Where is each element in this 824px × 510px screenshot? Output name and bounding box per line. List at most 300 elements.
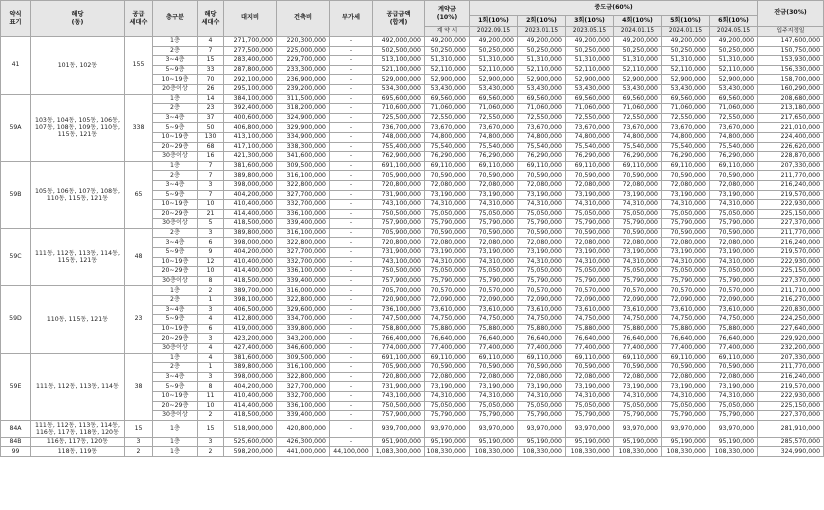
inst3-cell: 74,800,000 bbox=[566, 132, 614, 142]
inst3-cell: 74,310,000 bbox=[566, 200, 614, 210]
floor-cell: 20~29층 bbox=[153, 267, 198, 277]
dong-cell: 111동, 112동, 113동, 114동, 115동, 121동 bbox=[31, 228, 125, 286]
total-cell: 492,000,000 bbox=[373, 37, 425, 47]
units-cell: 7 bbox=[198, 171, 224, 181]
inst1-cell: 75,540,000 bbox=[470, 142, 518, 152]
contract-cell: 75,050,000 bbox=[425, 401, 470, 411]
inst6-cell: 72,080,000 bbox=[710, 238, 758, 248]
building-cell: 239,200,000 bbox=[277, 84, 330, 94]
inst5-cell: 75,880,000 bbox=[662, 324, 710, 334]
dong-cell: 111동, 112동, 113동, 114동, 116동, 117동, 118동, 120동 bbox=[31, 420, 125, 437]
land-cell: 423,200,000 bbox=[224, 334, 277, 344]
vat-cell: - bbox=[330, 123, 373, 133]
inst1-cell: 73,670,000 bbox=[470, 123, 518, 133]
contract-cell: 72,550,000 bbox=[425, 113, 470, 123]
floor-cell: 30층이상 bbox=[153, 276, 198, 286]
total-cell: 691,100,000 bbox=[373, 353, 425, 363]
inst3-cell: 75,790,000 bbox=[566, 411, 614, 421]
floor-cell: 5~9층 bbox=[153, 65, 198, 75]
inst4-cell: 53,430,000 bbox=[614, 84, 662, 94]
building-cell: 339,800,000 bbox=[277, 324, 330, 334]
floor-cell: 1층 bbox=[153, 447, 198, 457]
type-cell: 59A bbox=[1, 94, 31, 161]
floor-cell: 10~19층 bbox=[153, 200, 198, 210]
total-cell: 731,900,000 bbox=[373, 248, 425, 258]
vat-cell: 44,100,000 bbox=[330, 447, 373, 457]
land-cell: 598,200,000 bbox=[224, 447, 277, 457]
vat-cell: - bbox=[330, 94, 373, 104]
total-cell: 513,100,000 bbox=[373, 56, 425, 66]
vat-cell: - bbox=[330, 37, 373, 47]
building-cell: 336,100,000 bbox=[277, 401, 330, 411]
floor-cell: 30층이상 bbox=[153, 219, 198, 229]
inst6-cell: 74,800,000 bbox=[710, 132, 758, 142]
inst2-cell: 74,310,000 bbox=[518, 391, 566, 401]
inst2-cell: 73,190,000 bbox=[518, 248, 566, 258]
vat-cell: - bbox=[330, 132, 373, 142]
total-cell: 710,600,000 bbox=[373, 104, 425, 114]
inst5-cell: 93,970,000 bbox=[662, 420, 710, 437]
table-row bbox=[1, 94, 824, 104]
vat-cell: - bbox=[330, 305, 373, 315]
total-cell: 736,100,000 bbox=[373, 305, 425, 315]
contract-cell: 71,060,000 bbox=[425, 104, 470, 114]
contract-cell: 73,190,000 bbox=[425, 248, 470, 258]
inst3-cell: 75,790,000 bbox=[566, 219, 614, 229]
inst6-cell: 73,190,000 bbox=[710, 248, 758, 258]
units-cell: 1 bbox=[198, 363, 224, 373]
inst1-cell: 74,310,000 bbox=[470, 200, 518, 210]
contract-cell: 70,590,000 bbox=[425, 228, 470, 238]
inst6-cell: 71,060,000 bbox=[710, 104, 758, 114]
inst6-cell: 75,790,000 bbox=[710, 219, 758, 229]
inst1-cell: 69,110,000 bbox=[470, 353, 518, 363]
inst2-cell: 72,550,000 bbox=[518, 113, 566, 123]
inst2-cell: 74,310,000 bbox=[518, 257, 566, 267]
balance-cell: 207,330,000 bbox=[758, 353, 824, 363]
land-cell: 398,000,000 bbox=[224, 238, 277, 248]
units-cell: 3 bbox=[198, 228, 224, 238]
inst5-cell: 69,560,000 bbox=[662, 94, 710, 104]
inst3-cell: 74,310,000 bbox=[566, 257, 614, 267]
building-cell: 336,100,000 bbox=[277, 267, 330, 277]
units-cell: 4 bbox=[198, 344, 224, 354]
floor-cell: 2층 bbox=[153, 228, 198, 238]
vat-cell: - bbox=[330, 324, 373, 334]
inst6-cell: 72,080,000 bbox=[710, 180, 758, 190]
building-cell: 336,100,000 bbox=[277, 209, 330, 219]
units-cell: 68 bbox=[198, 142, 224, 152]
balance-cell: 224,250,000 bbox=[758, 315, 824, 325]
inst1-cell: 72,080,000 bbox=[470, 180, 518, 190]
contract-cell: 49,200,000 bbox=[425, 37, 470, 47]
total-cell: 720,900,000 bbox=[373, 296, 425, 306]
inst3-cell: 69,560,000 bbox=[566, 94, 614, 104]
inst4-cell: 52,110,000 bbox=[614, 65, 662, 75]
balance-cell: 216,240,000 bbox=[758, 372, 824, 382]
units-cell: 5 bbox=[198, 219, 224, 229]
inst4-cell: 95,190,000 bbox=[614, 437, 662, 447]
total-cell: 695,600,000 bbox=[373, 94, 425, 104]
floor-cell: 3~4층 bbox=[153, 113, 198, 123]
inst2-cell: 69,110,000 bbox=[518, 161, 566, 171]
inst3-cell: 75,880,000 bbox=[566, 324, 614, 334]
inst1-cell: 73,190,000 bbox=[470, 248, 518, 258]
total-cell: 521,100,000 bbox=[373, 65, 425, 75]
inst1-cell: 93,970,000 bbox=[470, 420, 518, 437]
inst1-cell: 72,550,000 bbox=[470, 113, 518, 123]
inst5-cell: 75,050,000 bbox=[662, 401, 710, 411]
inst1-cell: 73,190,000 bbox=[470, 190, 518, 200]
land-cell: 400,600,000 bbox=[224, 113, 277, 123]
land-cell: 518,900,000 bbox=[224, 420, 277, 437]
header-installment-date-1: 2022.09.15 bbox=[470, 27, 518, 37]
balance-cell: 225,150,000 bbox=[758, 267, 824, 277]
inst2-cell: 75,790,000 bbox=[518, 219, 566, 229]
contract-cell: 77,400,000 bbox=[425, 344, 470, 354]
inst5-cell: 75,790,000 bbox=[662, 411, 710, 421]
inst4-cell: 75,880,000 bbox=[614, 324, 662, 334]
contract-cell: 52,110,000 bbox=[425, 65, 470, 75]
land-cell: 389,800,000 bbox=[224, 363, 277, 373]
vat-cell: - bbox=[330, 142, 373, 152]
units-cell: 37 bbox=[198, 113, 224, 123]
type-cell: 59C bbox=[1, 228, 31, 286]
total-cell: 939,700,000 bbox=[373, 420, 425, 437]
building-cell: 332,700,000 bbox=[277, 257, 330, 267]
inst3-cell: 69,110,000 bbox=[566, 353, 614, 363]
table-row bbox=[1, 437, 824, 447]
total-cell: 748,000,000 bbox=[373, 132, 425, 142]
header-installment-date-4: 2024.01.15 bbox=[614, 27, 662, 37]
inst2-cell: 50,250,000 bbox=[518, 46, 566, 56]
balance-cell: 150,750,000 bbox=[758, 46, 824, 56]
floor-cell: 5~9층 bbox=[153, 315, 198, 325]
inst4-cell: 75,050,000 bbox=[614, 401, 662, 411]
floor-cell: 1층 bbox=[153, 161, 198, 171]
inst4-cell: 75,790,000 bbox=[614, 411, 662, 421]
inst3-cell: 75,790,000 bbox=[566, 276, 614, 286]
vat-cell: - bbox=[330, 257, 373, 267]
balance-cell: 219,570,000 bbox=[758, 382, 824, 392]
inst5-cell: 72,080,000 bbox=[662, 372, 710, 382]
units-cell: 8 bbox=[198, 382, 224, 392]
inst3-cell: 49,200,000 bbox=[566, 37, 614, 47]
units-cell: 3 bbox=[198, 334, 224, 344]
floor-cell: 5~9층 bbox=[153, 248, 198, 258]
vat-cell: - bbox=[330, 209, 373, 219]
inst5-cell: 51,310,000 bbox=[662, 56, 710, 66]
vat-cell: - bbox=[330, 391, 373, 401]
header-total: 공급금액 (합계) bbox=[373, 1, 425, 37]
inst5-cell: 73,190,000 bbox=[662, 248, 710, 258]
inst6-cell: 70,590,000 bbox=[710, 363, 758, 373]
balance-cell: 232,200,000 bbox=[758, 344, 824, 354]
units-cell: 11 bbox=[198, 391, 224, 401]
inst5-cell: 52,900,000 bbox=[662, 75, 710, 85]
units-cell: 6 bbox=[198, 238, 224, 248]
inst5-cell: 74,750,000 bbox=[662, 315, 710, 325]
land-cell: 389,700,000 bbox=[224, 286, 277, 296]
inst3-cell: 71,060,000 bbox=[566, 104, 614, 114]
vat-cell: - bbox=[330, 65, 373, 75]
inst4-cell: 71,060,000 bbox=[614, 104, 662, 114]
inst2-cell: 75,540,000 bbox=[518, 142, 566, 152]
units-cell: 21 bbox=[198, 209, 224, 219]
inst6-cell: 75,050,000 bbox=[710, 267, 758, 277]
balance-cell: 228,870,000 bbox=[758, 152, 824, 162]
floor-cell: 3~4층 bbox=[153, 305, 198, 315]
total-cell: 743,100,000 bbox=[373, 200, 425, 210]
floor-cell: 1층 bbox=[153, 37, 198, 47]
vat-cell: - bbox=[330, 334, 373, 344]
building-cell: 441,000,000 bbox=[277, 447, 330, 457]
inst6-cell: 69,560,000 bbox=[710, 94, 758, 104]
inst1-cell: 73,190,000 bbox=[470, 382, 518, 392]
inst4-cell: 69,110,000 bbox=[614, 161, 662, 171]
inst4-cell: 75,790,000 bbox=[614, 219, 662, 229]
inst1-cell: 70,590,000 bbox=[470, 228, 518, 238]
inst1-cell: 95,190,000 bbox=[470, 437, 518, 447]
inst2-cell: 69,110,000 bbox=[518, 353, 566, 363]
inst3-cell: 73,190,000 bbox=[566, 248, 614, 258]
balance-cell: 285,570,000 bbox=[758, 437, 824, 447]
inst5-cell: 52,110,000 bbox=[662, 65, 710, 75]
vat-cell: - bbox=[330, 248, 373, 258]
vat-cell: - bbox=[330, 363, 373, 373]
inst6-cell: 51,310,000 bbox=[710, 56, 758, 66]
balance-cell: 216,240,000 bbox=[758, 180, 824, 190]
inst5-cell: 75,050,000 bbox=[662, 267, 710, 277]
inst3-cell: 73,190,000 bbox=[566, 190, 614, 200]
units-cell: 3 bbox=[198, 305, 224, 315]
inst2-cell: 72,080,000 bbox=[518, 180, 566, 190]
units-cell: 10 bbox=[198, 267, 224, 277]
land-cell: 525,600,000 bbox=[224, 437, 277, 447]
units-cell: 6 bbox=[198, 324, 224, 334]
balance-cell: 216,270,000 bbox=[758, 296, 824, 306]
land-cell: 414,400,000 bbox=[224, 401, 277, 411]
building-cell: 346,600,000 bbox=[277, 344, 330, 354]
inst6-cell: 50,250,000 bbox=[710, 46, 758, 56]
inst5-cell: 76,290,000 bbox=[662, 152, 710, 162]
vat-cell: - bbox=[330, 372, 373, 382]
balance-cell: 208,680,000 bbox=[758, 94, 824, 104]
land-cell: 384,100,000 bbox=[224, 94, 277, 104]
total-cell: 757,900,000 bbox=[373, 219, 425, 229]
inst4-cell: 73,190,000 bbox=[614, 190, 662, 200]
building-cell: 329,600,000 bbox=[277, 305, 330, 315]
inst2-cell: 108,330,000 bbox=[518, 447, 566, 457]
building-cell: 334,700,000 bbox=[277, 315, 330, 325]
vat-cell: - bbox=[330, 286, 373, 296]
floor-cell: 5~9층 bbox=[153, 190, 198, 200]
vat-cell: - bbox=[330, 180, 373, 190]
inst3-cell: 108,330,000 bbox=[566, 447, 614, 457]
inst5-cell: 74,310,000 bbox=[662, 200, 710, 210]
land-cell: 412,800,000 bbox=[224, 315, 277, 325]
building-cell: 316,100,000 bbox=[277, 228, 330, 238]
inst3-cell: 53,430,000 bbox=[566, 84, 614, 94]
building-cell: 309,500,000 bbox=[277, 161, 330, 171]
inst3-cell: 70,590,000 bbox=[566, 171, 614, 181]
inst6-cell: 75,540,000 bbox=[710, 142, 758, 152]
inst5-cell: 71,060,000 bbox=[662, 104, 710, 114]
balance-cell: 216,240,000 bbox=[758, 238, 824, 248]
table-row bbox=[1, 228, 824, 238]
supply-cell: 155 bbox=[125, 37, 153, 95]
inst5-cell: 70,590,000 bbox=[662, 171, 710, 181]
balance-cell: 147,600,000 bbox=[758, 37, 824, 47]
inst2-cell: 76,290,000 bbox=[518, 152, 566, 162]
inst1-cell: 75,790,000 bbox=[470, 219, 518, 229]
header-contract: 계약금 (10%) bbox=[425, 1, 470, 27]
balance-cell: 229,920,000 bbox=[758, 334, 824, 344]
inst1-cell: 75,790,000 bbox=[470, 276, 518, 286]
units-cell: 4 bbox=[198, 353, 224, 363]
vat-cell: - bbox=[330, 267, 373, 277]
units-cell: 16 bbox=[198, 152, 224, 162]
floor-cell: 10~19층 bbox=[153, 75, 198, 85]
total-cell: 774,000,000 bbox=[373, 344, 425, 354]
floor-cell: 10~19층 bbox=[153, 257, 198, 267]
inst5-cell: 108,330,000 bbox=[662, 447, 710, 457]
inst1-cell: 70,590,000 bbox=[470, 171, 518, 181]
inst5-cell: 73,670,000 bbox=[662, 123, 710, 133]
total-cell: 758,800,000 bbox=[373, 324, 425, 334]
inst5-cell: 72,080,000 bbox=[662, 180, 710, 190]
inst4-cell: 74,800,000 bbox=[614, 132, 662, 142]
vat-cell: - bbox=[330, 296, 373, 306]
floor-cell: 20층이상 bbox=[153, 84, 198, 94]
building-cell: 343,200,000 bbox=[277, 334, 330, 344]
inst4-cell: 75,050,000 bbox=[614, 267, 662, 277]
vat-cell: - bbox=[330, 411, 373, 421]
inst4-cell: 72,550,000 bbox=[614, 113, 662, 123]
inst4-cell: 74,310,000 bbox=[614, 257, 662, 267]
header-floor: 층구분 bbox=[153, 1, 198, 37]
type-cell: 99 bbox=[1, 447, 31, 457]
header-supply-units: 공급 세대수 bbox=[125, 1, 153, 37]
inst6-cell: 75,050,000 bbox=[710, 401, 758, 411]
units-cell: 3 bbox=[198, 180, 224, 190]
inst1-cell: 75,050,000 bbox=[470, 209, 518, 219]
inst6-cell: 95,190,000 bbox=[710, 437, 758, 447]
inst3-cell: 76,640,000 bbox=[566, 334, 614, 344]
supply-cell: 23 bbox=[125, 286, 153, 353]
floor-cell: 3~4층 bbox=[153, 56, 198, 66]
inst1-cell: 74,800,000 bbox=[470, 132, 518, 142]
floor-cell: 20~29층 bbox=[153, 334, 198, 344]
building-cell: 225,000,000 bbox=[277, 46, 330, 56]
contract-cell: 50,250,000 bbox=[425, 46, 470, 56]
vat-cell: - bbox=[330, 219, 373, 229]
inst6-cell: 74,310,000 bbox=[710, 257, 758, 267]
total-cell: 720,800,000 bbox=[373, 238, 425, 248]
inst5-cell: 95,190,000 bbox=[662, 437, 710, 447]
contract-cell: 74,310,000 bbox=[425, 391, 470, 401]
inst5-cell: 49,200,000 bbox=[662, 37, 710, 47]
inst6-cell: 73,190,000 bbox=[710, 190, 758, 200]
building-cell: 341,600,000 bbox=[277, 152, 330, 162]
contract-cell: 70,590,000 bbox=[425, 363, 470, 373]
inst6-cell: 70,590,000 bbox=[710, 171, 758, 181]
building-cell: 339,400,000 bbox=[277, 276, 330, 286]
floor-cell: 1층 bbox=[153, 353, 198, 363]
units-cell: 12 bbox=[198, 257, 224, 267]
land-cell: 389,800,000 bbox=[224, 228, 277, 238]
inst4-cell: 75,790,000 bbox=[614, 276, 662, 286]
total-cell: 720,800,000 bbox=[373, 180, 425, 190]
inst3-cell: 93,970,000 bbox=[566, 420, 614, 437]
land-cell: 414,400,000 bbox=[224, 267, 277, 277]
total-cell: 705,900,000 bbox=[373, 228, 425, 238]
land-cell: 406,800,000 bbox=[224, 123, 277, 133]
total-cell: 757,900,000 bbox=[373, 411, 425, 421]
building-cell: 322,800,000 bbox=[277, 372, 330, 382]
header-contract-sub: 계 약 시 bbox=[425, 27, 470, 37]
floor-cell: 5~9층 bbox=[153, 123, 198, 133]
inst6-cell: 108,330,000 bbox=[710, 447, 758, 457]
inst1-cell: 69,560,000 bbox=[470, 94, 518, 104]
inst3-cell: 72,080,000 bbox=[566, 372, 614, 382]
inst4-cell: 77,400,000 bbox=[614, 344, 662, 354]
inst3-cell: 70,590,000 bbox=[566, 228, 614, 238]
total-cell: 502,500,000 bbox=[373, 46, 425, 56]
dong-cell: 118동, 119동 bbox=[31, 447, 125, 457]
table-row bbox=[1, 447, 824, 457]
header-land: 대지비 bbox=[224, 1, 277, 37]
inst4-cell: 93,970,000 bbox=[614, 420, 662, 437]
vat-cell: - bbox=[330, 113, 373, 123]
balance-cell: 211,770,000 bbox=[758, 228, 824, 238]
vat-cell: - bbox=[330, 84, 373, 94]
inst5-cell: 72,090,000 bbox=[662, 296, 710, 306]
dong-cell: 110동, 115동, 121동 bbox=[31, 286, 125, 353]
units-cell: 2 bbox=[198, 447, 224, 457]
inst6-cell: 52,110,000 bbox=[710, 65, 758, 75]
header-balance-sub: 입주지정일 bbox=[758, 27, 824, 37]
vat-cell: - bbox=[330, 104, 373, 114]
inst3-cell: 95,190,000 bbox=[566, 437, 614, 447]
building-cell: 420,800,000 bbox=[277, 420, 330, 437]
inst5-cell: 77,400,000 bbox=[662, 344, 710, 354]
contract-cell: 75,540,000 bbox=[425, 142, 470, 152]
vat-cell: - bbox=[330, 75, 373, 85]
vat-cell: - bbox=[330, 437, 373, 447]
total-cell: 750,500,000 bbox=[373, 267, 425, 277]
inst1-cell: 108,330,000 bbox=[470, 447, 518, 457]
building-cell: 327,700,000 bbox=[277, 190, 330, 200]
inst1-cell: 52,900,000 bbox=[470, 75, 518, 85]
inst4-cell: 74,750,000 bbox=[614, 315, 662, 325]
header-installment-4: 4회(10%) bbox=[614, 16, 662, 27]
inst2-cell: 75,050,000 bbox=[518, 267, 566, 277]
balance-cell: 158,700,000 bbox=[758, 75, 824, 85]
inst3-cell: 50,250,000 bbox=[566, 46, 614, 56]
table-row bbox=[1, 286, 824, 296]
land-cell: 392,400,000 bbox=[224, 104, 277, 114]
balance-cell: 207,330,000 bbox=[758, 161, 824, 171]
inst4-cell: 49,200,000 bbox=[614, 37, 662, 47]
inst2-cell: 72,080,000 bbox=[518, 238, 566, 248]
building-cell: 318,200,000 bbox=[277, 104, 330, 114]
units-cell: 3 bbox=[198, 437, 224, 447]
contract-cell: 95,190,000 bbox=[425, 437, 470, 447]
vat-cell: - bbox=[330, 161, 373, 171]
inst4-cell: 74,310,000 bbox=[614, 391, 662, 401]
building-cell: 220,300,000 bbox=[277, 37, 330, 47]
